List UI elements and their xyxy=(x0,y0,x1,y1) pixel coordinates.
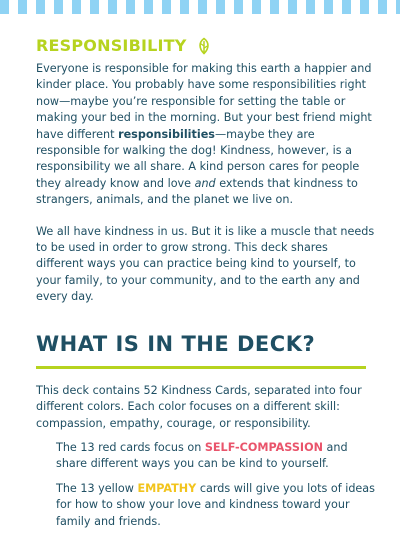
yellow-cards-part-a: The 13 yellow xyxy=(56,481,138,495)
self-compassion-highlight: SELF-COMPASSION xyxy=(204,440,323,454)
responsibility-p1-part-c: extends that kindness to strangers, animals, and the planet we live on. xyxy=(36,176,358,207)
responsibility-paragraph-1 xyxy=(36,61,376,209)
page-content xyxy=(36,36,376,530)
yellow-cards-part-b: cards will give you lots of ideas for how to show your love and kindness toward your family and friends. xyxy=(56,481,375,528)
responsibility-paragraph-2: We all have kindness in us. But it is like a muscle that needs to be used in order to grow strong. This deck shares different ways you can practice being kind to yourself, to your family, to your community, and to the earth any and every day. xyxy=(36,224,375,304)
deck-heading: WHAT IS IN THE DECK? xyxy=(36,332,366,369)
responsibility-p1-part-b: —maybe they are responsible for walking the dog! Kindness, however, is a responsibility we all share. A kind person cares for people they already know and love xyxy=(36,127,360,190)
and-italic: and xyxy=(194,176,216,190)
red-cards-part-b: and share different ways you can be kind to yourself. xyxy=(56,440,348,471)
deck-intro-paragraph: This deck contains 52 Kindness Cards, separated into four different colors. Each color focuses on a different skill: compassion, empathy, courage, or responsibility. xyxy=(36,383,362,430)
responsibility-heading-text: RESPONSIBILITY xyxy=(36,36,187,55)
responsibility-p1-part-a: Everyone is responsible for making this earth a happier and kinder place. You probably have some responsibilities right now—maybe you’re responsible for setting the table or making your bed in the morning. But your best friend might have different xyxy=(36,62,372,141)
red-cards-paragraph xyxy=(36,440,376,473)
leaf-icon xyxy=(195,37,213,55)
red-cards-part-a: The 13 red cards focus on xyxy=(56,440,205,454)
top-stripe-decoration xyxy=(0,0,400,14)
yellow-cards-paragraph xyxy=(36,481,376,530)
responsibility-heading xyxy=(36,36,376,55)
empathy-highlight: EMPATHY xyxy=(137,481,197,495)
responsibilities-bold: responsibilities xyxy=(118,127,215,141)
